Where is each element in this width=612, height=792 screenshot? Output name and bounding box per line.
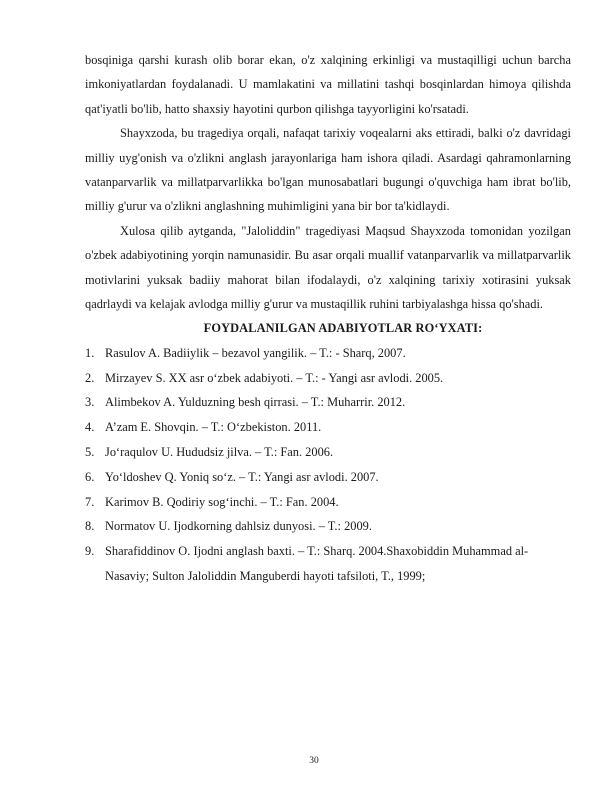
- reference-item: [85, 465, 571, 490]
- reference-number: 3.: [85, 395, 95, 410]
- reference-item: [85, 366, 571, 391]
- reference-item: [85, 514, 571, 539]
- reference-text: A’zam E. Shovqin. – T.: O‘zbekiston. 2011.: [105, 420, 322, 435]
- reference-number: 5.: [85, 445, 95, 460]
- body-paragraph-2: Shayxzoda, bu tragediya orqali, nafaqat tarixiy voqealarni aks ettiradi, balki o'z davridagi milliy uyg'onish va o'zlikni anglash jarayonlariga ham ishora qiladi. Asardagi qahramonlarning vatanparvarlik va millatparvarlikka bo'lgan munosabatlari bugungi o'quvchiga ham ibrat bo'lib, milliy g'urur va o'zlikni anglashning muhimligini yana bir bor ta'kidlaydi.: [85, 126, 571, 214]
- reference-text: Rasulov A. Badiiylik – bezavol yangilik. – T.: - Sharq, 2007.: [105, 345, 406, 360]
- reference-item: [85, 415, 571, 440]
- reference-text: Karimov B. Qodiriy sog‘inchi. – T.: Fan. 2004.: [105, 494, 339, 509]
- reference-item: [85, 490, 571, 515]
- reference-text: Yo‘ldoshev Q. Yoniq so‘z. – T.: Yangi asr avlodi. 2007.: [105, 469, 379, 484]
- reference-text: Sharafiddinov O. Ijodni anglash baxti. – T.: Sharq. 2004.Shaxobiddin Muhammad al-Nasaviy; Sulton Jaloliddin Manguberdi hayoti tafsiloti, T., 1999;: [105, 544, 529, 584]
- reference-number: 7.: [85, 494, 95, 509]
- reference-text: Jo‘raqulov U. Hududsiz jilva. – T.: Fan. 2006.: [105, 445, 334, 460]
- reference-number: 2.: [85, 370, 95, 385]
- reference-number: 9.: [85, 544, 95, 559]
- references-list: [85, 341, 571, 589]
- references-heading: FOYDALANILGAN ADABIYOTLAR RO‘YXATI:: [203, 321, 483, 336]
- reference-item: [85, 440, 571, 465]
- page-number: 30: [309, 756, 319, 766]
- reference-number: 4.: [85, 420, 95, 435]
- reference-number: 6.: [85, 469, 95, 484]
- reference-number: 1.: [85, 345, 95, 360]
- reference-text: Normatov U. Ijodkorning dahlsiz dunyosi. – T.: 2009.: [105, 519, 372, 534]
- reference-item: [85, 539, 571, 589]
- body-paragraph-3: Xulosa qilib aytganda, "Jaloliddin" tragediyasi Maqsud Shayxzoda tomonidan yozilgan o'zbek adabiyotining yorqin namunasidir. Bu asar orqali muallif vatanparvarlik va millatparvarlik motivlarini yuksak badiiy mahorat bilan ifodalaydi, o'z xalqining tarixiy xotirasini yuksak qadrlaydi va kelajak avlodga milliy g'urur va mustaqillik ruhini tarbiyalashga hissa qo'shadi.: [85, 223, 571, 312]
- reference-number: 8.: [85, 519, 95, 534]
- body-paragraph-1: bosqiniga qarshi kurash olib borar ekan, o'z xalqining erkinligi va mustaqilligi uchun barcha imkoniyatlardan foydalanadi. U mamlakatini va millatini tashqi bosqinlardan himoya qilishda qat'iyatli bo'lib, hatto shaxsiy hayotini qurbon qilishga tayyorligini ko'rsatadi.: [85, 53, 571, 116]
- reference-item: [85, 341, 571, 366]
- document-page: [85, 48, 571, 589]
- reference-item: [85, 390, 571, 415]
- reference-text: Mirzayev S. XX asr o‘zbek adabiyoti. – T.: - Yangi asr avlodi. 2005.: [105, 370, 444, 385]
- reference-text: Alimbekov A. Yulduzning besh qirrasi. – T.: Muharrir. 2012.: [105, 395, 406, 410]
